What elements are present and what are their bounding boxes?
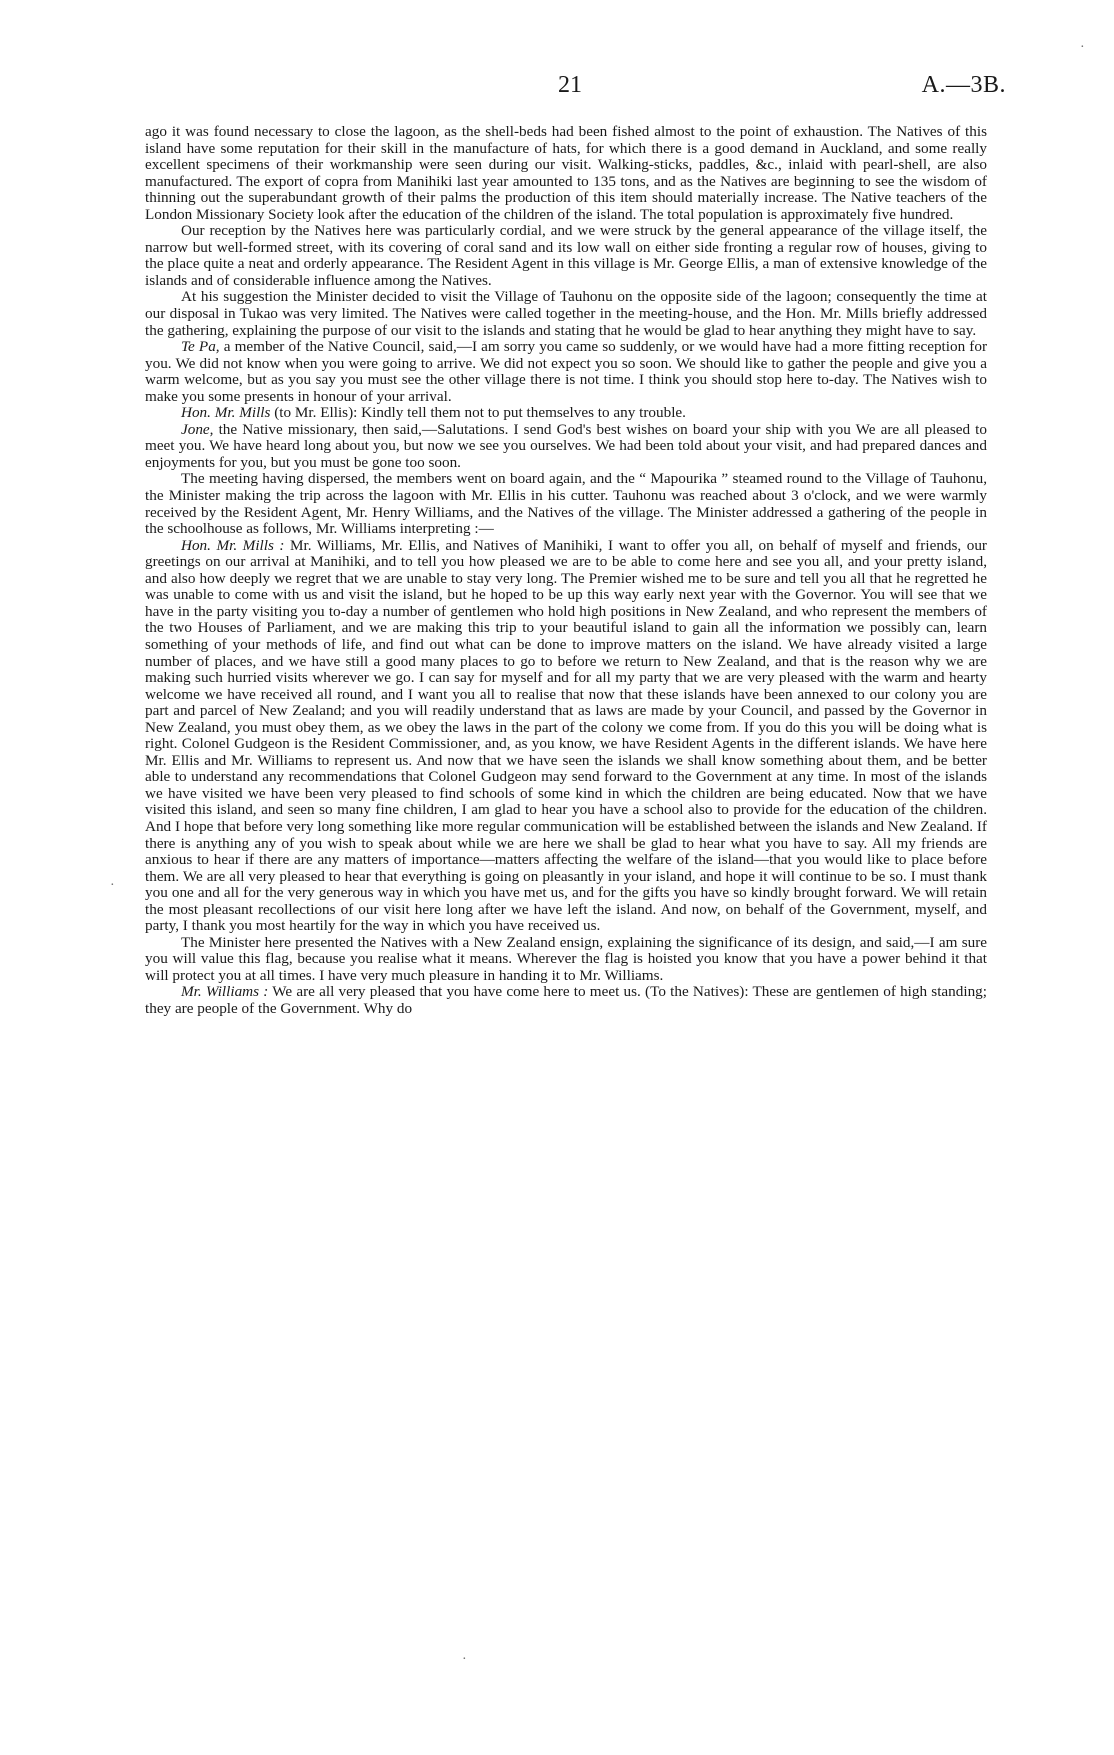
paragraph: Mr. Williams : We are all very pleased that you have come here to meet us. (To the Natives): These are gentlemen of high standing; they are people of the Government. Why do [145, 983, 987, 1017]
paragraph: Jone, the Native missionary, then said,—Salutations. I send God's best wishes on board your ship with you We are all pleased to meet you. We have heard long about you, but now we see you ourselves. We had been told about your visit, and had prepared dances and enjoyments for you, but you must be gone too soon. [145, 420, 987, 471]
paragraph: The Minister here presented the Natives with a New Zealand ensign, explaining the significance of its design, and said,—I am sure you will value this flag, because you realise what it means. Wherever the flag is hoisted you know that you have a power behind it that will protect you at all times. I have very much pleasure in handing it to Mr. Williams. [145, 933, 987, 984]
paragraph: Our reception by the Natives here was particularly cordial, and we were struck by the general appearance of the village itself, the narrow but well-formed street, with its covering of coral sand and its low wall on either side fronting a regular row of houses, giving to the place quite a neat and orderly appearance. The Resident Agent in this village is Mr. George Ellis, a man of extensive knowledge of the islands and of considerable influence among the Natives. [145, 222, 987, 289]
speaker-name: Hon. Mr. Mills [181, 404, 271, 422]
body-text [145, 124, 987, 1018]
scan-speck: · [110, 878, 115, 893]
speaker-name: Hon. Mr. Mills : [181, 536, 285, 554]
speaker-name: Jone, [181, 420, 214, 438]
paragraph: ago it was found necessary to close the lagoon, as the shell-beds had been fished almost to the point of exhaustion. The Natives of this island have some reputation for their skill in the manufacture of hats, for which there is a good demand in Auckland, and some really excellent specimens of their workmanship were seen during our visit. Walking-sticks, paddles, &c., inlaid with pearl-shell, are also manufactured. The export of copra from Manihiki last year amounted to 135 tons, and as the Natives are beginning to see the wisdom of thinning out the superabundant growth of their palms the production of this item should materially increase. The Native teachers of the London Missionary Society look after the education of the children of the island. The total population is approximately five hundred. [145, 123, 987, 223]
scan-speck: · [462, 1652, 467, 1667]
page-number: 21 [558, 72, 582, 98]
paragraph: At his suggestion the Minister decided to visit the Village of Tauhonu on the opposite side of the lagoon; consequently the time at our disposal in Tukao was very limited. The Natives were called together in the meeting-house, and the Hon. Mr. Mills briefly addressed the gathering, explaining the purpose of our visit to the islands and stating that he would be glad to hear anything they might have to say. [145, 288, 987, 339]
paragraph: The meeting having dispersed, the members went on board again, and the “ Mapourika ” steamed round to the Village of Tauhonu, the Minister making the trip across the lagoon with Mr. Ellis in his cutter. Tauhonu was reached about 3 o'clock, and we were warmly received by the Resident Agent, Mr. Henry Williams, and the Natives of the village. The Minister addressed a gathering of the people in the schoolhouse as follows, Mr. Williams interpreting :— [145, 470, 987, 538]
paragraph: Hon. Mr. Mills (to Mr. Ellis): Kindly tell them not to put themselves to any trouble. [181, 404, 686, 422]
paper-reference: A.—3B. [921, 72, 1006, 98]
paragraph: Te Pa, a member of the Native Council, said,—I am sorry you came so suddenly, or we would have had a more fitting reception for you. We did not know when you were going to arrive. We did not expect you so soon. We should like to gather the people and give you a warm welcome, but as you say you must see the other village there is not time. I think you should stop here to-day. The Natives wish to make you some presents in honour of your arrival. [145, 338, 987, 405]
speaker-name: Mr. Williams : [181, 983, 269, 1001]
scan-speck: · [1080, 40, 1085, 55]
speaker-name: Te Pa, [181, 338, 220, 356]
paragraph: Hon. Mr. Mills : Mr. Williams, Mr. Ellis, and Natives of Manihiki, I want to offer you all, on behalf of myself and friends, our greetings on our arrival at Manihiki, and to tell you how pleased we are to be able to come here and see you all, and your pretty island, and also how deeply we regret that we are unable to stay very long. The Premier wished me to be sure and tell you all that he regretted he was unable to come with us and visit the island, but he hoped to be up this way early next year with the Governor. You will see that we have in the party visiting you to-day a number of gentlemen who hold high positions in New Zealand, and who represent the members of the two Houses of Parliament, and we are making this trip to your beautiful island to gain all the information we possibly can, learn something of your methods of life, and find out what can be done to improve matters on the island. We have already visited a large number of places, and we have still a good many places to go to before we return to New Zealand, and that is the reason why we are making such hurried visits wherever we go. I can say for myself and for all my party that we are very pleased with the warm and hearty welcome we have received all round, and I want you all to realise that now that these islands have been annexed to our colony you are part and parcel of New Zealand; and you will readily understand that as laws are made by your Council, and passed by the Governor in New Zealand, you must obey them, as we obey the laws in the part of the colony we come from. If you do this you will be doing what is right. Colonel Gudgeon is the Resident Commissioner, and, as you know, we have Resident Agents in the different islands. We have here Mr. Ellis and Mr. Williams to represent us. And now that we have seen the islands we shall know something about them, and be better able to understand any recommendations that Colonel Gudgeon may send forward to the Government at any time. In most of the islands we have visited we have been very pleased to find schools of some kind in which the children are being educated. Now that we have visited this island, and seen so many fine children, I am glad to hear you have a school also to provide for the education of the children. And I hope that before very long something like more regular communication will be established between the islands and New Zealand. If there is anything any of you wish to speak about while we are here we shall be glad to hear what you have to say. All my friends are anxious to hear if there are any matters of importance—matters affecting the welfare of the island—that you would like to place before them. We are all very pleased to hear that everything is going on pleasantly in your island, and hope it will continue to be so. I must thank you one and all for the very generous way in which you have met us, and for the gifts you have so kindly brought forward. We will retain the most pleasant recollections of our visit here long after we have left the island. And now, on behalf of the Government, myself, and party, I thank you most heartily for the way in which you have received us. [145, 536, 987, 935]
